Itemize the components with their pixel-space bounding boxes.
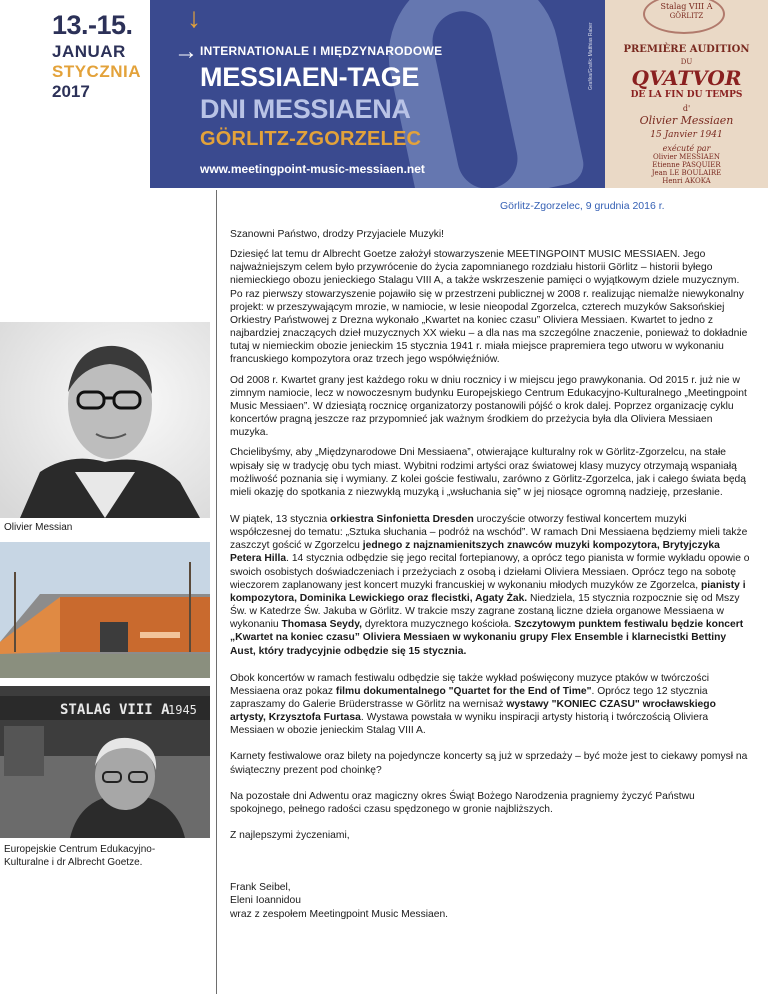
signature-line: wraz z zespołem Meetingpoint Music Messiaen. (230, 908, 449, 920)
festival-website[interactable]: www.meetingpoint-music-messiaen.net (200, 162, 425, 176)
education-centre-photo (0, 542, 210, 678)
text-run: . Wystawa powstała w wyniku inspiracji artysty historią i twórczością Oliviera Messiaen w obozie jenieckim Stalag VIII A. (230, 712, 709, 737)
poster-place: GÖRLITZ (669, 12, 704, 20)
poster-performer: Etienne PASQUIER (652, 161, 721, 169)
text-run: uroczyście otworzy festiwal koncertem muzyki współczesnej do tematu: „Sztuka słuchania – podróż na wschód”. W ramach Dni Messiaena będziemy mieli także zaszczyt gościć w Zgorzelcu (230, 513, 748, 552)
paragraph-events (230, 672, 750, 738)
goetze-photo (0, 686, 210, 838)
arrow-down-icon: ↓ (187, 2, 201, 33)
historic-premiere-poster (605, 0, 768, 188)
signature-line: Eleni Ioannidou (230, 895, 301, 907)
poster-stamp: Stalag VIII A (660, 2, 713, 11)
month-german: JANUAR (52, 42, 126, 61)
bold-run: Thomasa Seydy, (281, 619, 363, 631)
caption-line: Europejskie Centrum Edukacyjno- (4, 844, 156, 855)
sign-year: 1945 (168, 703, 197, 717)
poster-de: d' (682, 104, 691, 113)
poster-premiere: PREMIÈRE AUDITION (623, 44, 750, 55)
goetze-image (0, 686, 210, 838)
graphic-credit: Grafika/Grafik: Matthias Raber (588, 22, 594, 90)
festival-title-polish: DNI MESSIAENA (200, 94, 411, 124)
header-banner (0, 0, 768, 188)
festival-title-panel (150, 0, 605, 188)
text-run: W piątek, 13 stycznia (230, 513, 331, 525)
paragraph: Od 2008 r. Kwartet grany jest każdego roku w dniu rocznicy i w miejscu jego prawykonania. Od 2015 r. już nie w zimnym namiocie, lecz w nowoczesnym budynku Europejskiego Centrum Edukacyjno-Kulturalnego „Meetingpoint Music Messiaen”. W dziesiątą rocznicę organizatorzy postanowili pójść o krok dalej. Poprzez organizację cyklu koncertów pragną jeszcze raz przypomnieć jak ważnym środkiem do przeżycia była dla Oliviera Messiaen muzyka. (230, 374, 747, 439)
paragraph: Dziesięć lat temu dr Albrecht Goetze założył stowarzyszenie MEETINGPOINT MUSIC MESSIAEN. Jego najważniejszym celem było przywrócenie do życia zapomnianego rozdziału historii Görlitz – historii byłego niemieckiego obozu jenieckiego Stalagu VIII A, a także wskrzeszenie pamięci o wyjątkowym dziele muzycznym. Po raz pierwszy stowarzyszenie pojawiło się w przestrzeni publicznej w 2008 r. realizując niemalże niewykonalny projekt: w przeszywającym mrozie, w namiocie, w lesie nieopodal Zgorzelca, czterech muzyków Saksońskiej Orkiestry Państwowej z Drezna wykonało „Kwartet na koniec czasu” Oliviera Messiaen. Kwartet to jedno z najbardziej znaczących dzieł muzycznych XX wieku – a dla nas ma szczególne znaczenie, ponieważ to dokładnie tutaj w niemieckim obozie jenieckim 15 stycznia 1941 r. miała miejsce prapremiera tego utworu w wykonaniu francuskiego kompozytora oraz trzech jego współwięźniów. (230, 249, 748, 366)
poster-date: 15 Janvier 1941 (650, 130, 723, 140)
date-range: 13.-15. (52, 10, 133, 40)
bold-run: pianisty i kompozytora, Dominika Lewickiego oraz flecistki, Agaty Żak. (230, 579, 746, 604)
bold-run: filmu dokumentalnego "Quartet for the End of Time" (335, 685, 592, 697)
bold-run: wystawy "KONIEC CZASU" wrocławskiego artysty, Krzysztofa Furtasa (230, 699, 716, 724)
letter-body (230, 228, 750, 921)
bold-run: orkiestra Sinfonietta Dresden (330, 513, 474, 525)
text-run: . Oprócz tego 12 stycznia zapraszamy do Galerie Brüderstrasse w Görlitz na wernisaż (230, 685, 708, 710)
year: 2017 (52, 82, 90, 101)
photo-caption: Olivier Messian (4, 522, 73, 533)
festival-subtitle: INTERNATIONALE I MIĘDZYNARODOWE (200, 44, 443, 58)
paragraph: Karnety festiwalowe oraz bilety na pojedyncze koncerty są już w sprzedaży – być może jest to ciekawy pomysł na świąteczny prezent pod choinkę? (230, 751, 748, 776)
poster-fin: DE LA FIN DU TEMPS (630, 90, 743, 100)
building-image (0, 542, 210, 678)
festival-dates (0, 0, 150, 188)
text-run: dyrektora muzycznego kościoła. (362, 619, 515, 631)
bold-run: jednego z najznamienitszych znawców muzyki kompozytora, Brytyjczyka Petera Hilla (230, 540, 720, 565)
messiaen-portrait (0, 322, 210, 518)
signature-line: Frank Seibel, (230, 882, 291, 894)
poster-quatuor: QVATVOR (631, 66, 742, 90)
column-divider (216, 190, 217, 994)
paragraph: Na pozostałe dni Adwentu oraz magiczny okres Świąt Bożego Narodzenia pragniemy życzyć Państwu spokojnego, pełnego radości czasu spędzonego w gronie najbliższych. (230, 790, 695, 815)
poster-composer: Olivier Messiaen (639, 114, 734, 127)
letter-closing: Z najlepszymi życzeniami, (230, 830, 350, 842)
sign-text: STALAG VIII A (60, 702, 170, 718)
letter-date: Görlitz-Zgorzelec, 9 grudnia 2016 r. (500, 200, 665, 212)
arrow-right-icon: → (174, 38, 198, 65)
bold-run: Szczytowym punktem festiwalu będzie koncert „Kwartet na koniec czasu” Oliviera Messiaen w wykonaniu grupy Flex Ensemble i klarnecistki Bettiny Aust, który tradycyjnie odbędzie się 15 stycznia. (230, 619, 744, 657)
festival-city: GÖRLITZ-ZGORZELEC (200, 128, 422, 150)
poster-execute: exécuté par (662, 144, 711, 153)
festival-title-german: MESSIAEN-TAGE (200, 62, 420, 92)
text-run: Niedziela, 15 stycznia rozpocznie się od Mszy Św. w Katedrze Św. Jakuba w Görlitz. W trakcie mszy zagrane zostaną liczne dzieła organowe Messiaena w wykonaniu (230, 592, 740, 631)
caption-line: Kulturalne i dr Albrecht Goetze. (4, 856, 143, 868)
poster-performer: Henri AKOKA (662, 177, 711, 185)
poster-du: DU (680, 58, 693, 66)
month-polish: STYCZNIA (52, 62, 141, 81)
text-run: . 14 stycznia odbędzie się jego recital fortepianowy, a oprócz tego pianista w formie wykładu opowie o swoich osobistych doświadczeniach i przeżyciach z osobą i dziełami Oliviera Messiaen. Oprócz tego na sobotę wieczorem zaplanowany jest koncert muzyki francuskiej w wykonaniu młodych muzyków ze Zgorzelca, (230, 553, 750, 591)
letter-greeting: Szanowni Państwo, drodzy Przyjaciele Muzyki! (230, 229, 445, 240)
poster-performer: Jean LE BOULAIRE (651, 169, 722, 177)
text-run: Obok koncertów w ramach festiwalu odbędzie się także wykład poświęcony muzyce ptaków w twórczości Messiaena oraz pokaz (230, 672, 710, 697)
paragraph: Chcielibyśmy, aby „Międzynarodowe Dni Messiaena”, otwierające kulturalny rok w Görlitz-Zgorzelcu, na stałe wpisały się w tradycję obu tych miast. Wybitni rodzimi artyści oraz światowej klasy muzycy otrzymają wspaniałą możliwość poznania się i wymiany. Z kolei goście festiwalu, zarówno z Görlitz-Zgorzelca, jak i całego świata będą mieli okazję do spotkania z niezwykłą muzyką i „wsłuchania się” w jej niosące ogromną nadzieję, przesłanie. (230, 447, 747, 498)
paragraph-program (230, 513, 750, 658)
poster-performer: Olivier MESSIAEN (653, 153, 720, 161)
photo-caption (4, 844, 155, 869)
portrait-image (0, 322, 210, 518)
